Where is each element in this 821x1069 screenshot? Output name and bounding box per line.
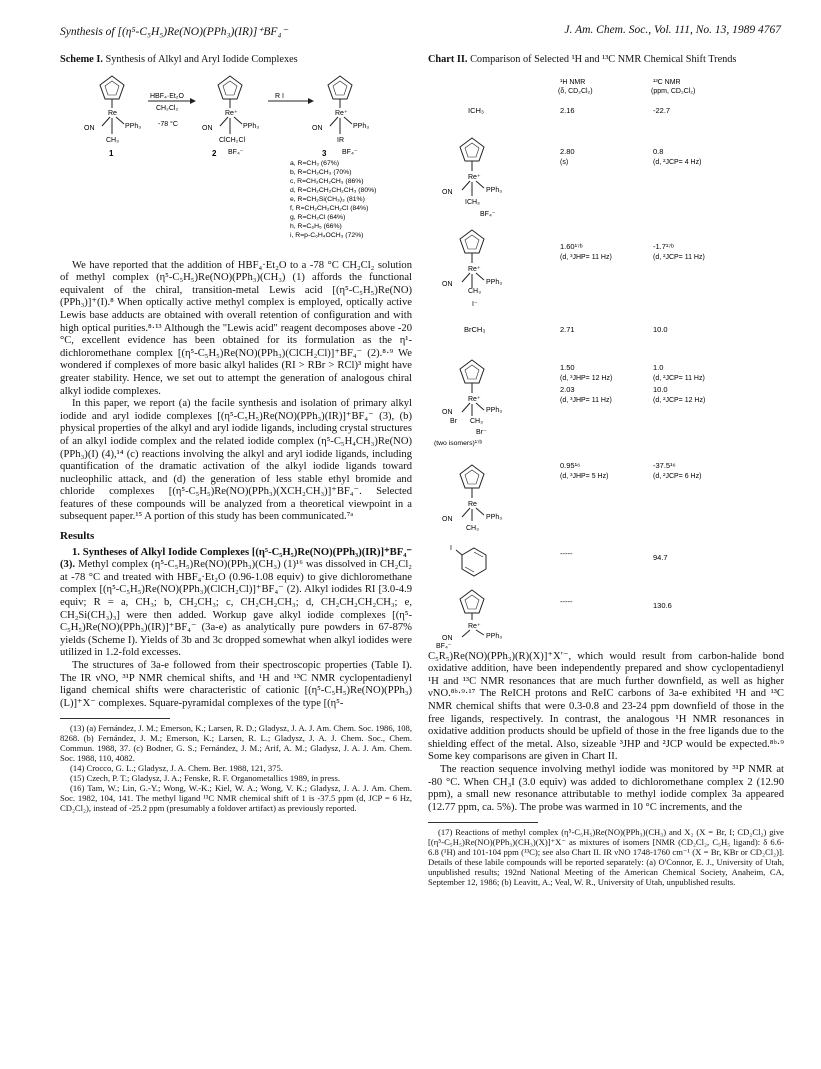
intro-paragraph-1: We have reported that the addition of HBF₄·Et₂O to a -78 °C CH₂Cl₂ solution of methyl complex (η⁵-C₅H₅)Re(NO)(PPh₃)(CH₃) (1) affords the functional equivalent of the chiral, transition-metal Lewis acid [(η⁵-C₅H₅)Re(NO)(PPh₃)]⁺(I).⁸ When optically active methyl complex is employed, optically active Lewis base adducts are obtained with overall retention of configuration and with high optical purities.⁸·¹³ Although the "Lewis acid" reagent decomposes above -20 °C, excellent evidence has been obtained for its formulation as the η¹-dichloromethane complex [(η⁵-C₅H₅)Re(NO)(PPh₃)(ClCH₂Cl)]⁺BF₄⁻ (2).⁸·⁹ We wondered if complexes of more basic alkyl halides (RI > RBr > RCl)³ might have greater stability. Hence, we set out to attempt the generation of analogous chiral alkyl iodide complexes.: [60, 259, 412, 397]
product-a: a, R=CH₃ (67%): [290, 160, 340, 167]
right-paragraph-2: The reaction sequence involving methyl iodide was monitored by ³¹P NMR at -80 °C. When CH₃I (3.0 equiv) was added to dichloromethane complex 2 (12.90 ppm), a small new resonance attributable to methyl iodide complex 3a appeared (12.77 ppm, ca. 5%). The probe was warmed in 10 °C increments, and the: [428, 763, 784, 813]
row-2-h2: (s): [560, 159, 569, 166]
row-6-c: 10.0: [653, 385, 668, 394]
row-3-c2: (d, ²JCP= 11 Hz): [653, 254, 705, 261]
compound-3-number: 3: [322, 149, 327, 158]
compound-2-pph3: PPh₃: [243, 123, 260, 130]
temp-1: -78 °C: [158, 121, 178, 128]
intro-paragraph-2: In this paper, we report (a) the facile synthesis and isolation of primary alkyl iodide and aryl iodide complexes [(η⁵-C₅H₅)Re(NO)(PPh₃)(IR)]⁺BF₄⁻ (3), (b) physical properties of the alkyl and aryl iodide ligands, including crystal structures of an alkyl iodide complex and the related iodide complex (η⁵-C₅H₄CH₃)Re(NO)(PPh₃)(I) (4),¹⁴ (c) reactions involving the alkyl and aryl iodide ligands, including quantification of the dramatic activation of the alkyl iodide ligands toward nucleophilic attack, and (d) the generation of less stable ethyl bromide and chloride complexes [(η⁵-C₅H₅)Re(NO)(PPh₃)(XCH₂CH₃)]⁺BF₄⁻. Selected features of these compounds will be analyzed from a theoretical viewpoint in a subsequent paper.¹⁵ A portion of this study has been communicated.⁷ᵃ: [60, 398, 412, 523]
row-7-h: 0.95¹⁶: [560, 461, 581, 470]
product-list: [290, 160, 376, 239]
right-paragraph-1: C₅R₅)Re(NO)(PPh₃)(R)(X)]⁺X′⁻, which would result from carbon-halide bond oxidative addition, have been independently prepared and show cyclopentadienyl ¹H and ¹³C NMR resonances that are much further downfield, as well as higher νNO.⁸ᵇ·⁹·¹⁷ The ReICH protons and ReIC carbons of 3a-e exhibited ¹H and ¹³C NMR chemical shifts that were 0.3-0.8 and 23-24 ppm downfield of those in the free ligands, respectively. In contrast, the analogous ¹H NMR resonances in oxidative addition products should be upfield of those in the free ligands due to the shielding effect of the metal. Also, sizeable ³JHP and ²JCP would be expected.⁸ᵇ·⁹ Some key comparisons are given in Chart II.: [428, 650, 784, 763]
svg-text:ON: ON: [442, 516, 453, 523]
row-4-label: BrCH₃: [464, 325, 486, 334]
row-6-h2: (d, ³JHP= 11 Hz): [560, 397, 612, 404]
row-5-h: 1.50: [560, 363, 575, 372]
svg-text:ON: ON: [442, 281, 453, 288]
footnote-17: (17) Reactions of methyl complex (η⁵-C₅H₅)Re(NO)(PPh₃)(CH₃) and X₂ (X = Br, I; CD₂Cl₂) give [(η⁵-C₅H₅)Re(NO)(PPh₃)(CH₃)(X)]⁺X⁻ as mixtures of isomers [NMR (CD₂Cl₂, C₅H₅ ligand): δ 6.6-6.8 (¹H) and 101-104 ppm (¹³C); see also Chart II. IR νNO 1748-1760 cm⁻¹ (X = Br, KBr or CD₂Cl₂)]. Details of these labile compounds will be reported separately: (a) O'Connor, E. J., University of Utah, unpublished results; 192nd National Meeting of the American Chemical Society, Anaheim, CA, September 12, 1986; (b) Leavitt, A.; Veal, W. R., University of Utah, unpublished results.: [428, 827, 784, 888]
svg-text:PPh₃: PPh₃: [486, 514, 503, 521]
svg-text:PPh₃: PPh₃: [486, 187, 503, 194]
footnote-14: (14) Crocco, G. L.; Gladysz, J. A. Chem. Ber. 1988, 121, 375.: [70, 763, 283, 774]
header-title: Synthesis of [(η⁵-C₅H₅)Re(NO)(PPh₃)(IR)]⁺BF₄⁻: [60, 26, 288, 38]
compound-1-re: Re: [108, 110, 117, 117]
arrow-1: [148, 93, 196, 128]
compound-3-re: Re⁺: [335, 110, 348, 117]
row-8-h: -----: [560, 549, 573, 558]
compound-1-number: 1: [109, 149, 114, 158]
compound-2-bf4: BF₄⁻: [228, 149, 244, 156]
row-2-c: 0.8: [653, 147, 664, 156]
product-i: i, R=p-C₆H₄OCH₃ (72%): [290, 232, 364, 239]
chart-title: Comparison of Selected ¹H and ¹³C NMR Chemical Shift Trends: [470, 54, 737, 65]
svg-text:Re⁺: Re⁺: [468, 396, 481, 403]
compound-1-on: ON: [84, 125, 95, 132]
product-c: c, R=CH₂CH₂CH₃ (86%): [290, 178, 364, 185]
compound-2-on: ON: [202, 125, 213, 132]
svg-text:ICH₃: ICH₃: [465, 199, 480, 206]
chart-label: Chart II.: [428, 54, 468, 65]
scheme-title: Synthesis of Alkyl and Aryl Iodide Complexes: [105, 54, 298, 65]
footnote-16: (16) Tam, W.; Lin, G.-Y.; Wong, W.-K.; Kiel, W. A.; Wong, V. K.; Gladysz, J. A. J. Am. Chem. Soc. 1982, 104, 141. The methyl ligand ¹³C NMR chemical shift of 1 is -37.5 ppm (d, JCP = 6 Hz, CD₂Cl₂), instead of -25.2 ppm (presumably a foldover artifact) as previously reported.: [60, 783, 412, 814]
row-2-c2: (d, ²JCP= 4 Hz): [653, 159, 702, 166]
product-d: d, R=CH₂CH₂CH₂CH₃ (80%): [290, 187, 377, 194]
compound-2-number: 2: [212, 149, 217, 158]
svg-text:Re⁺: Re⁺: [468, 174, 481, 181]
row-6-c2: (d, ²JCP= 12 Hz): [653, 397, 706, 404]
row-5-c2: (d, ²JCP= 11 Hz): [653, 375, 705, 382]
product-f: f, R=CH₂CH₂CH₂Cl (84%): [290, 205, 369, 212]
row-3-h: 1.60¹⁷ᵇ: [560, 242, 583, 251]
structure-methyl-complex: [442, 465, 502, 532]
scheme-label: Scheme I.: [60, 54, 103, 65]
svg-text:I⁻: I⁻: [472, 301, 478, 308]
col2-sub: (ppm, CD₂Cl₂): [651, 88, 696, 95]
product-b: b, R=CH₂CH₃ (70%): [290, 169, 352, 176]
svg-text:Re⁺: Re⁺: [468, 266, 481, 273]
product-g: g, R=CH₂Cl (64%): [290, 214, 346, 221]
row-4-c: 10.0: [653, 325, 668, 334]
chart-figure: [428, 70, 784, 650]
results-paragraph-1: [60, 547, 412, 660]
arrow-2: [268, 93, 314, 104]
results-paragraph-2: The structures of 3a-e followed from their spectroscopic properties (Table I). The IR νNO, ³¹P NMR chemical shifts, and ¹H and ¹³C NMR cyclopentadienyl ligand chemical shifts were characteristic of cationic [(η⁵-C₅H₅)Re(NO)(PPh₃)(L)]⁺X⁻ complexes. Square-pyramidal complexes of the type [(η⁵-: [60, 660, 412, 709]
col1-sub: (δ, CD₂Cl₂): [558, 88, 593, 95]
row-9-c: 130.6: [653, 601, 672, 610]
compound-3-on: ON: [312, 125, 323, 132]
svg-text:BF₄⁻: BF₄⁻: [436, 643, 452, 650]
svg-text:CH₃: CH₃: [470, 418, 483, 425]
structure-iodobenzene-complex: [436, 590, 502, 650]
product-h: h, R=C₆H₅ (66%): [290, 223, 342, 230]
results-heading: Results: [60, 530, 95, 543]
row-4-h: 2.71: [560, 325, 575, 334]
svg-text:Br⁻: Br⁻: [476, 429, 487, 436]
left-column: [60, 54, 412, 813]
structure-bromide-complex: [434, 360, 502, 447]
svg-text:ON: ON: [442, 635, 453, 642]
svg-text:ClCH₂Cl: ClCH₂Cl: [219, 137, 246, 144]
row-7-c: -37.5¹⁶: [653, 461, 676, 470]
row-2-h: 2.80: [560, 147, 575, 156]
compound-2-re: Re⁺: [225, 110, 238, 117]
two-isomers-note: (two isomers)¹⁷ᵇ: [434, 440, 483, 447]
solvent-1: CH₂Cl₂: [156, 105, 179, 112]
row-7-h2: (d, ³JHP= 5 Hz): [560, 473, 609, 480]
col1-head: ¹H NMR: [560, 79, 586, 86]
structure-methyl-iodide-complex: [442, 230, 502, 308]
svg-text:ON: ON: [442, 189, 453, 196]
svg-text:PPh₃: PPh₃: [486, 633, 503, 640]
footnote-15: (15) Czech, P. T.; Gladysz, J. A.; Fenske, R. F. Organometallics 1989, in press.: [70, 773, 340, 784]
svg-text:Re⁺: Re⁺: [468, 623, 481, 630]
row-8-c: 94.7: [653, 553, 668, 562]
structure-iodobenzene: [450, 545, 486, 576]
svg-text:CH₃: CH₃: [466, 525, 479, 532]
svg-text:IR: IR: [337, 137, 344, 144]
structure-ich3-complex: [442, 138, 502, 218]
col2-head: ¹³C NMR: [653, 79, 681, 86]
svg-text:PPh₃: PPh₃: [486, 279, 503, 286]
results-paragraph-1-text: Methyl complex (η⁵-C₅H₅)Re(NO)(PPh₃)(CH₃) (1)¹⁶ was dissolved in CH₂Cl₂ at -78 °C and treated with HBF₄·Et₂O (0.96-1.08 equiv) to give dichloromethane complex [(η⁵-C₅H₅)Re(NO)(PPh₃)(ClCH₂Cl)]⁺BF₄⁻ (2). Alkyl iodides RI [3.0-4.9 equiv; R = a, CH₃; b, CH₂CH₃; c, CH₂CH₂CH₃; d, CH₂CH₂CH₂CH₃; e, CH₂Si(CH₃)₃] were then added. Workup gave alkyl iodide complexes [(η⁵-C₅H₅)Re(NO)(PPh₃)(IR)]⁺BF₄⁻ (3a-e) as analytically pure powders in 67-87% yields (Scheme I). Yields of 3b and 3c dropped somewhat when alkyl iodides were utilized in 1.2-fold excesses.: [60, 559, 412, 659]
compound-1-ch3: CH₃: [106, 137, 119, 144]
compound-1-pph3: PPh₃: [125, 123, 142, 130]
svg-text:Br: Br: [450, 418, 457, 425]
subsection-heading: 1. Syntheses of Alkyl Iodide Complexes [(η⁵-C₅H₅)Re(NO)(PPh₃)(IR)]⁺BF₄⁻ (3).: [60, 546, 412, 571]
svg-text:Re: Re: [468, 501, 477, 508]
compound-3-pph3: PPh₃: [353, 123, 370, 130]
row-1-label: ICH₃: [468, 106, 484, 115]
svg-text:ON: ON: [442, 409, 453, 416]
row-6-h: 2.03: [560, 385, 575, 394]
compound-3-bf4: BF₄⁻: [342, 149, 358, 156]
row-7-c2: (d, ²JCP= 6 Hz): [653, 473, 702, 480]
scheme-caption: [60, 54, 412, 66]
footnote-13: (13) (a) Fernández, J. M.; Emerson, K.; Larsen, R. D.; Gladysz, J. A. J. Am. Chem. Soc. 1986, 108, 8268. (b) Fernández, J. M.; Emerson, K.; Larsen, R. L.; Gladysz, J. A. J. Chem. Soc., Chem. Commun. 1988, 37. (c) Bodner, G. S.; Fernández, J. M.; Arif, A. M.; Gladysz, J. A. J. Am. Chem. Soc. 1988, 110, 4082.: [60, 723, 412, 764]
scheme-figure: [60, 70, 412, 245]
compound-2: [202, 76, 259, 158]
row-1-h: 2.16: [560, 106, 575, 115]
row-1-c: -22.7: [653, 106, 671, 115]
footnote-divider: [60, 718, 170, 719]
running-header: [60, 24, 781, 42]
header-journal: J. Am. Chem. Soc., Vol. 111, No. 13, 1989 4767: [564, 24, 781, 36]
product-e: e, R=CH₂Si(CH₃)₃ (81%): [290, 196, 365, 203]
compound-3: [312, 76, 369, 158]
right-column: [428, 54, 784, 887]
row-3-c: -1.7¹⁷ᵇ: [653, 242, 674, 251]
row-5-h2: (d, ³JHP= 12 Hz): [560, 375, 613, 382]
svg-text:I: I: [450, 545, 452, 552]
svg-text:CH₃: CH₃: [468, 288, 481, 295]
compound-1: [84, 76, 141, 158]
chart-caption: [428, 54, 784, 66]
svg-text:BF₄⁻: BF₄⁻: [480, 211, 496, 218]
row-5-c: 1.0: [653, 363, 664, 372]
reagent-2: R I: [275, 93, 284, 100]
reagent-1: HBF₄·Et₂O: [150, 93, 184, 100]
row-9-h: -----: [560, 597, 573, 606]
right-footnote-divider: [428, 822, 538, 823]
svg-text:PPh₃: PPh₃: [486, 407, 503, 414]
row-3-h2: (d, ³JHP= 11 Hz): [560, 254, 612, 261]
